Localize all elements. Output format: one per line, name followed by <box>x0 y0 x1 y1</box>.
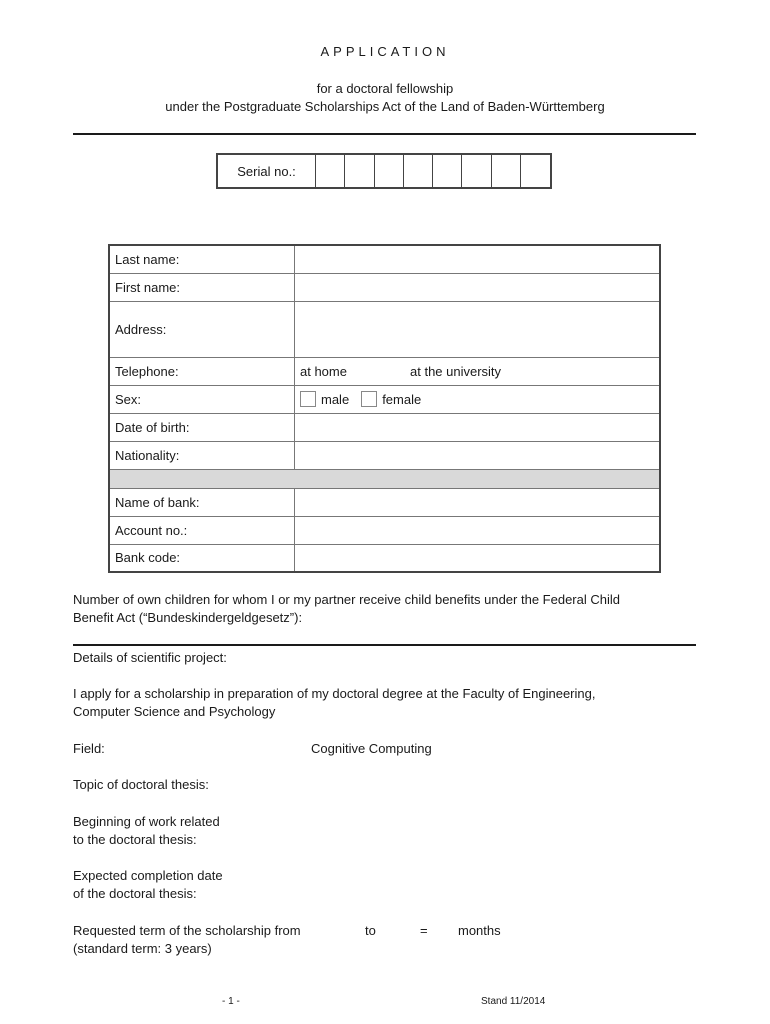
table-row <box>109 488 660 516</box>
date-of-birth-label: Date of birth: <box>109 413 295 441</box>
serial-digit-cell[interactable] <box>375 155 404 187</box>
term-months-label: months <box>458 923 501 938</box>
serial-digit-cell[interactable] <box>521 155 550 187</box>
separator-cell <box>109 469 660 488</box>
term-label: Requested term of the scholarship from <box>73 923 301 938</box>
separator-row <box>109 469 660 488</box>
bank-code-label: Bank code: <box>109 544 295 572</box>
male-checkbox[interactable] <box>300 391 316 407</box>
application-line-1: I apply for a scholarship in preparation of my doctoral degree at the Faculty of Engineering, <box>73 686 596 701</box>
application-line-2: Computer Science and Psychology <box>73 704 276 719</box>
account-number-label: Account no.: <box>109 516 295 544</box>
term-to-label: to <box>365 923 376 938</box>
bank-code-field[interactable] <box>295 544 661 572</box>
completion-label <box>73 867 223 903</box>
table-row <box>109 273 660 301</box>
table-row <box>109 301 660 357</box>
female-label: female <box>382 391 422 407</box>
sex-field <box>295 385 661 413</box>
telephone-label: Telephone: <box>109 357 295 385</box>
serial-digit-cell[interactable] <box>492 155 521 187</box>
male-label: male <box>321 391 350 407</box>
serial-digit-cell[interactable] <box>433 155 462 187</box>
completion-line-1: Expected completion date <box>73 868 223 883</box>
sex-label: Sex: <box>109 385 295 413</box>
beginning-label <box>73 813 220 849</box>
date-of-birth-field[interactable] <box>295 413 661 441</box>
personal-data-table <box>108 244 661 573</box>
completion-line-2: of the doctoral thesis: <box>73 886 197 901</box>
revision-date: Stand 11/2014 <box>481 996 546 1007</box>
address-field[interactable] <box>295 301 661 357</box>
topic-label: Topic of doctoral thesis: <box>73 777 209 792</box>
address-label: Address: <box>109 301 295 357</box>
bank-name-field[interactable] <box>295 488 661 516</box>
female-checkbox[interactable] <box>361 391 377 407</box>
table-row <box>109 441 660 469</box>
serial-digit-cell[interactable] <box>345 155 374 187</box>
field-label: Field: <box>73 741 105 756</box>
divider <box>73 644 696 646</box>
nationality-field[interactable] <box>295 441 661 469</box>
account-number-field[interactable] <box>295 516 661 544</box>
children-question <box>73 591 620 627</box>
telephone-field[interactable] <box>295 357 661 385</box>
table-row <box>109 245 660 273</box>
project-details-heading: Details of scientific project: <box>73 650 227 665</box>
first-name-field[interactable] <box>295 273 661 301</box>
last-name-field[interactable] <box>295 245 661 273</box>
serial-label: Serial no.: <box>218 155 316 187</box>
nationality-label: Nationality: <box>109 441 295 469</box>
serial-number-box <box>216 153 552 189</box>
term-equals-label: = <box>420 923 428 938</box>
standard-term-note: (standard term: 3 years) <box>73 941 212 956</box>
application-statement <box>73 685 595 721</box>
serial-digit-cell[interactable] <box>404 155 433 187</box>
document-subtitle: for a doctoral fellowship <box>316 81 454 96</box>
table-row <box>109 544 660 572</box>
serial-digit-cell[interactable] <box>462 155 491 187</box>
telephone-home-label: at home <box>300 363 347 379</box>
divider <box>73 133 696 135</box>
serial-digit-cell[interactable] <box>316 155 345 187</box>
first-name-label: First name: <box>109 273 295 301</box>
table-row <box>109 413 660 441</box>
children-line-2: Benefit Act (“Bundeskindergeldgesetz”): <box>73 610 303 625</box>
field-value: Cognitive Computing <box>311 741 432 756</box>
last-name-label: Last name: <box>109 245 295 273</box>
table-row <box>109 516 660 544</box>
beginning-line-1: Beginning of work related <box>73 814 220 829</box>
document-subtitle-act: under the Postgraduate Scholarships Act of the Land of Baden-Württemberg <box>165 99 605 114</box>
telephone-university-label: at the university <box>410 363 502 379</box>
table-row <box>109 385 660 413</box>
page-number: - 1 - <box>222 996 240 1007</box>
table-row <box>109 357 660 385</box>
bank-name-label: Name of bank: <box>109 488 295 516</box>
children-line-1: Number of own children for whom I or my partner receive child benefits under the Federal Child <box>73 592 620 607</box>
beginning-line-2: to the doctoral thesis: <box>73 832 197 847</box>
document-title: APPLICATION <box>320 44 450 59</box>
